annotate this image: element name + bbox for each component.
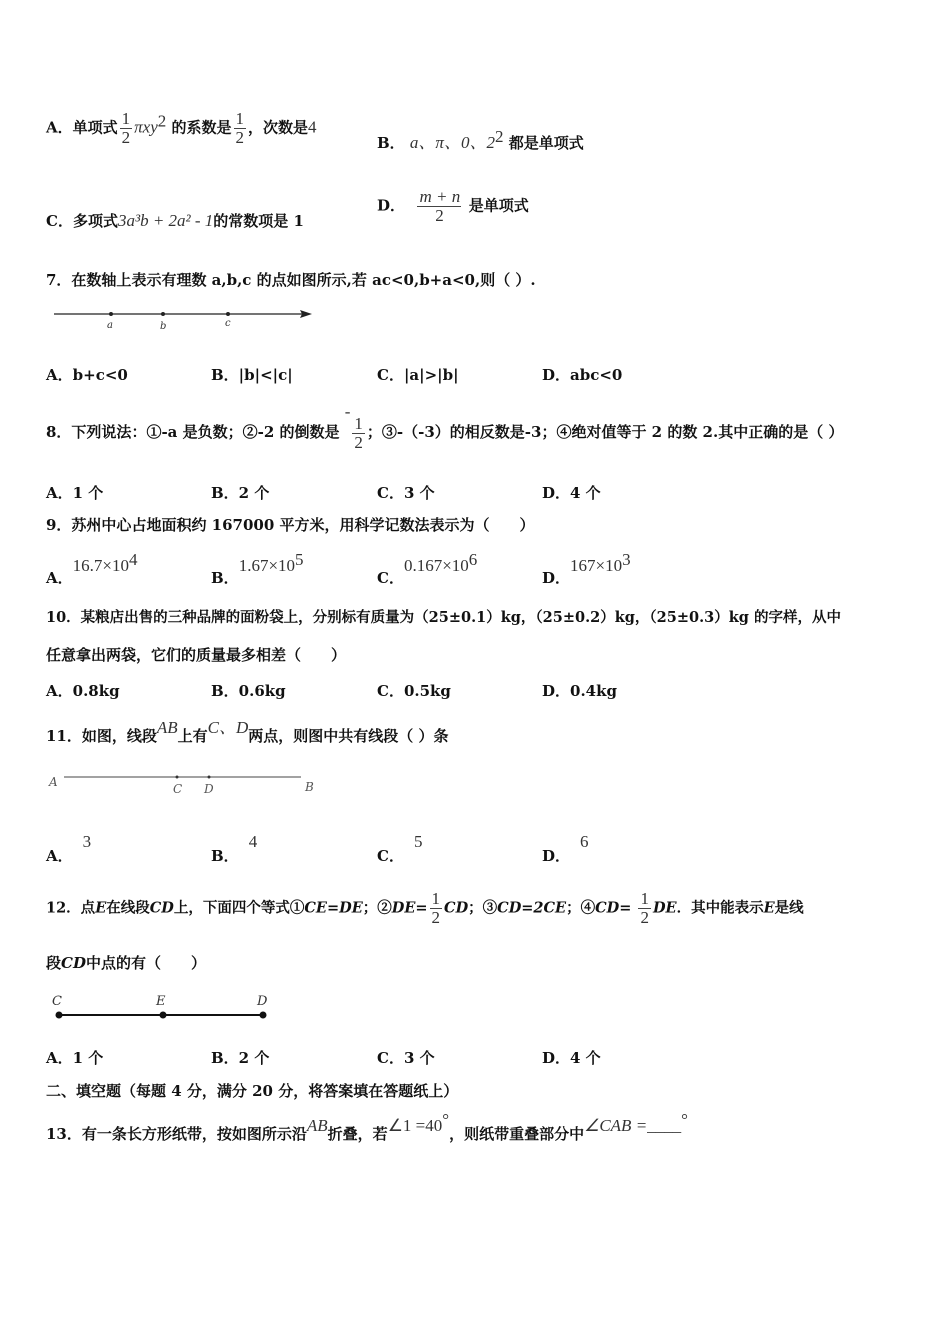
q6-option-d: [377, 188, 529, 225]
degree: 4: [308, 117, 317, 137]
den: 2: [431, 908, 441, 927]
exp: 5: [295, 550, 304, 569]
num: 1: [354, 413, 363, 433]
q12-stem-line2: [46, 953, 206, 973]
q11-option-c: [377, 832, 422, 866]
q10-option-b: B．0.6kg: [211, 682, 286, 700]
text: 段: [46, 954, 62, 972]
q8-option-d: D．4 个: [542, 484, 601, 502]
text: ，则纸带重叠部分中: [449, 1125, 585, 1143]
point-b: B: [305, 780, 314, 794]
q7-option-b: B．|b|<|c|: [211, 366, 293, 384]
text: 是线: [774, 899, 804, 917]
q12-option-b: B．2 个: [211, 1049, 270, 1067]
segment-ab: AB: [156, 718, 178, 737]
text: 是单项式: [468, 196, 529, 215]
q8-option-c: C．3 个: [377, 484, 435, 502]
point-c: C: [173, 782, 183, 796]
eq4: DE: [652, 899, 677, 917]
segment-ab: AB: [306, 1116, 328, 1135]
exp: 4: [128, 550, 138, 569]
q12-option-d: D．4 个: [542, 1049, 601, 1067]
q9-option-b: [211, 550, 304, 588]
num: 1: [431, 889, 441, 908]
q13-stem: [46, 1110, 688, 1144]
den: 2: [640, 908, 649, 927]
label: C．: [377, 569, 404, 587]
q7-option-a: A．b+c<0: [46, 366, 128, 384]
point-a: a: [107, 320, 113, 331]
text: 两点，则图中共有线段（ ）条: [248, 727, 449, 745]
label: D．: [542, 847, 571, 865]
value: 5: [413, 832, 423, 851]
den: 2: [235, 128, 245, 147]
num: 1: [640, 889, 649, 908]
q9-stem: 9．苏州中心占地面积约 167000 平方米，用科学记数法表示为（ ）: [46, 516, 535, 534]
q9-option-d: [542, 550, 631, 588]
exp: 2: [157, 111, 167, 131]
var: CD: [149, 899, 174, 917]
q7-stem: 7．在数轴上表示有理数 a,b,c 的点如图所示,若 ac<0,b+a<0,则（ ）.: [46, 271, 536, 289]
point-c: c: [225, 318, 231, 329]
fraction: [352, 415, 365, 452]
q10-option-a: A．0.8kg: [46, 682, 120, 700]
var: E: [763, 899, 775, 917]
num: 1: [121, 109, 131, 128]
text: 的常数项是 1: [213, 212, 304, 230]
point-b: b: [160, 321, 167, 332]
fraction: [638, 890, 651, 927]
expr: 3a³b + 2a² - 1: [117, 211, 214, 230]
q6-option-a: [46, 110, 317, 147]
text: ；③-（-3）的相反数是-3；④绝对值等于 2 的数 2.其中正确的是（ ）: [366, 423, 844, 441]
var: CD: [61, 954, 86, 972]
q7-option-d: D．abc<0: [542, 366, 623, 384]
point-c: C: [52, 994, 62, 1009]
q10-option-d: D．0.4kg: [542, 682, 617, 700]
expr: a、π、0、2: [409, 133, 495, 152]
den: 2: [121, 128, 131, 147]
label: B．: [377, 134, 405, 152]
text: 的系数是: [171, 118, 232, 137]
text: 多项式: [72, 212, 118, 230]
exp: 6: [468, 550, 478, 569]
text: 上有: [177, 727, 208, 745]
point-d: D: [204, 782, 214, 796]
text: 折叠，若: [327, 1125, 388, 1143]
eq3: CD=2CE: [497, 899, 567, 917]
eq1: CE=DE: [304, 899, 363, 917]
value: 3: [82, 832, 92, 851]
point-e: E: [156, 994, 166, 1009]
label: B．: [211, 847, 239, 865]
number-line-figure: [50, 304, 320, 332]
cde-segment-figure: [50, 990, 280, 1024]
text: ．其中能表示: [676, 899, 764, 917]
q11-option-a: [46, 832, 91, 866]
value: 4: [248, 832, 258, 851]
degree: °: [442, 1110, 450, 1129]
eq2: DE=: [391, 899, 428, 917]
text: 13．有一条长方形纸带，按如图所示沿: [46, 1125, 307, 1143]
q8-stem: [46, 402, 843, 452]
angle-1: ∠1 =40: [387, 1116, 443, 1135]
exp: 3: [622, 550, 631, 569]
text: ，次数是: [248, 118, 309, 137]
text: ；②: [362, 899, 392, 917]
q8-option-b: B．2 个: [211, 484, 270, 502]
q12-option-c: C．3 个: [377, 1049, 435, 1067]
label: A．: [46, 847, 73, 865]
value: 0.167×10: [403, 556, 469, 575]
label: A．: [46, 569, 73, 587]
point-a: A: [49, 775, 58, 789]
text: ；④: [566, 899, 596, 917]
label: C．: [377, 847, 404, 865]
value: 6: [580, 832, 589, 851]
value: 16.7×10: [72, 556, 129, 575]
neg: -: [344, 402, 351, 421]
value: 167×10: [570, 556, 623, 575]
text: 8．下列说法：①-a 是负数；②-2 的倒数是: [46, 423, 340, 441]
text: 12．点: [46, 899, 96, 917]
q9-option-c: [377, 550, 477, 588]
text: 11．如图，线段: [46, 727, 157, 745]
var: E: [95, 899, 107, 917]
den: 2: [435, 206, 444, 225]
num: m + n: [419, 187, 461, 206]
label: C．: [46, 212, 73, 230]
q11-stem: [46, 718, 449, 746]
num: 1: [235, 109, 245, 128]
segment-figure: [46, 768, 326, 798]
q10-option-c: C．0.5kg: [377, 682, 451, 700]
q8-option-a: A．1 个: [46, 484, 104, 502]
q6-option-c: [46, 211, 304, 231]
q12-stem-line1: [46, 890, 804, 927]
section-heading-fill-in: 二、填空题（每题 4 分，满分 20 分，将答案填在答题纸上）: [46, 1082, 459, 1100]
q6-option-b: [377, 127, 584, 153]
degree: °: [681, 1110, 688, 1129]
text: ；③: [468, 899, 498, 917]
text: 中点的有（ ）: [85, 954, 206, 972]
label: D．: [542, 569, 571, 587]
q11-option-d: [542, 832, 589, 866]
points-cd: C、D: [207, 718, 249, 737]
fraction: [430, 890, 443, 927]
den: 2: [354, 432, 363, 452]
label: D．: [377, 196, 406, 215]
text: 在线段: [106, 899, 150, 917]
label: A．: [46, 118, 73, 137]
q10-stem-line1: 10．某粮店出售的三种品牌的面粉袋上，分别标有质量为（25±0.1）kg，（25±0.2）kg，（25±0.3）kg 的字样，从中: [46, 609, 841, 626]
fraction: [417, 188, 461, 225]
fraction: [120, 110, 133, 147]
text: 单项式: [72, 118, 118, 137]
q9-option-a: [46, 550, 137, 588]
label: B．: [211, 569, 239, 587]
text: 上，下面四个等式①: [173, 899, 305, 917]
q12-option-a: A．1 个: [46, 1049, 104, 1067]
text: 都是单项式: [508, 134, 584, 152]
fraction: [234, 110, 247, 147]
answer-blank[interactable]: ∠CAB =____: [584, 1116, 682, 1135]
q7-option-c: C．|a|>|b|: [377, 366, 459, 384]
eq2: CD: [444, 899, 469, 917]
q10-stem-line2: 任意拿出两袋，它们的质量最多相差（ ）: [46, 646, 347, 664]
expr: πxy: [134, 117, 158, 137]
exp: 2: [494, 127, 504, 146]
value: 1.67×10: [238, 556, 296, 575]
eq4: CD=: [595, 899, 632, 917]
q11-option-b: [211, 832, 257, 866]
point-d: D: [257, 994, 268, 1009]
